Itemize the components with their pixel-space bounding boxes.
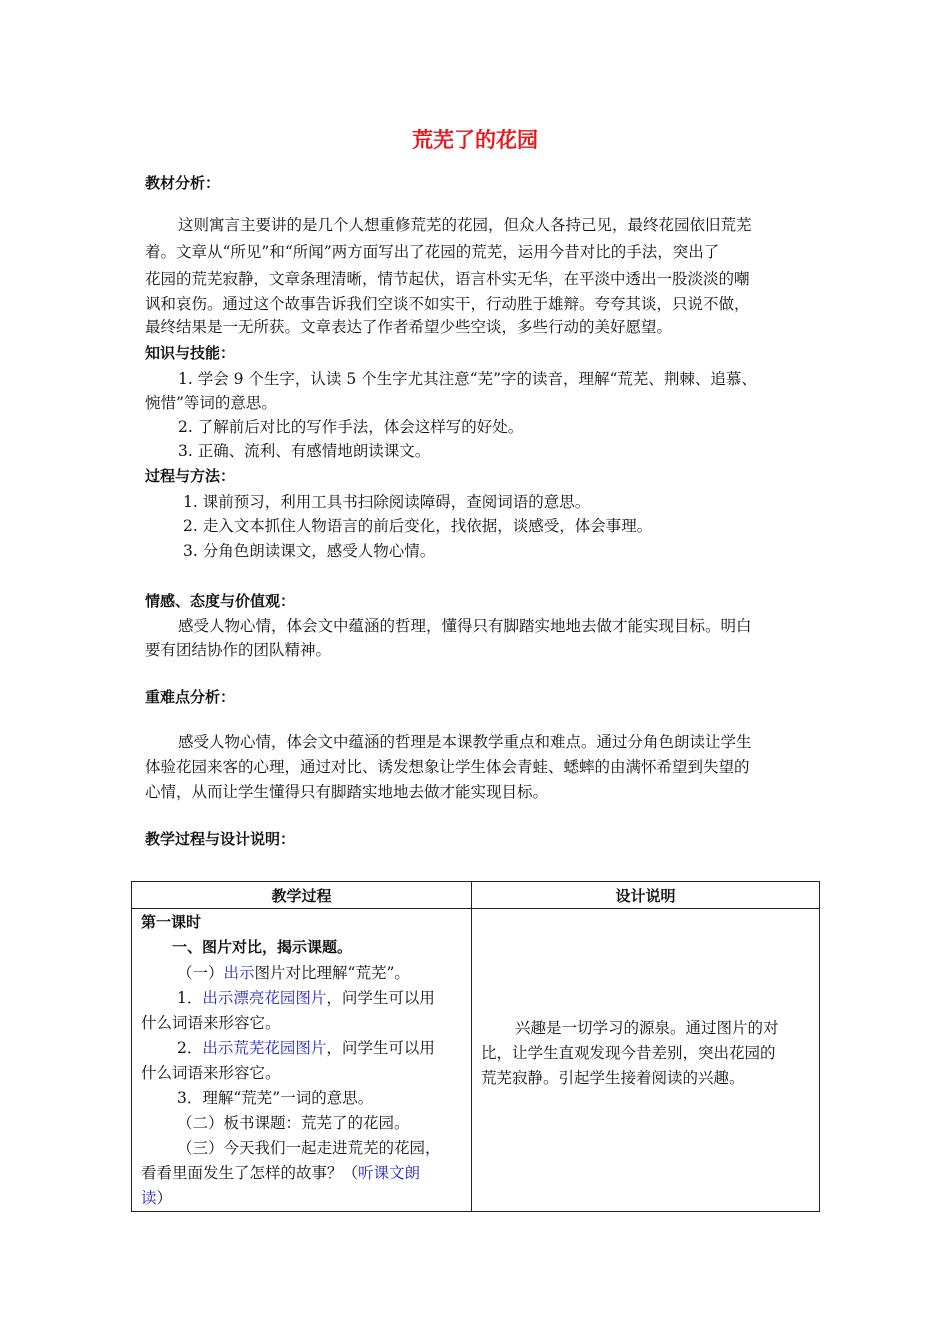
design-line: 比，让学生直观发现今昔差别，突出花园的 [481, 1044, 776, 1062]
emotion-heading: 情感、态度与价值观： [145, 592, 296, 610]
difficulty-heading: 重难点分析： [145, 688, 236, 706]
col-header-process: 教学过程 [132, 882, 472, 909]
step-line-cont: 读） [141, 1189, 173, 1207]
difficulty-line: 体验花园来客的心理，通过对比、诱发想象让学生体会青蛙、蟋蟀的由满怀希望到失望的 [145, 758, 750, 776]
table-row [132, 909, 820, 1212]
knowledge-item: 2. 了解前后对比的写作手法，体会这样写的好处。 [178, 418, 524, 436]
listen-reading-link[interactable]: 听课文朗 [358, 1164, 421, 1182]
table-header-row [132, 882, 820, 909]
knowledge-item: 1. 学会 9 个生字，认读 5 个生字尤其注意“芜”字的读音，理解“荒芜、荆棘、追慕、 [178, 370, 757, 388]
process-item: 2. 走入文本抓住人物语言的前后变化，找依据，谈感受，体会事理。 [183, 517, 653, 535]
step-line: 1．出示漂亮花园图片，问学生可以用 [177, 989, 435, 1007]
emotion-line: 感受人物心情，体会文中蕴涵的哲理，懂得只有脚踏实地地去做才能实现目标。明白 [178, 617, 752, 635]
lesson-label: 第一课时 [141, 913, 202, 931]
step-line: 看看里面发生了怎样的故事？（听课文朗 [141, 1164, 421, 1182]
teaching-plan-table [131, 881, 820, 1212]
difficulty-line: 心情，从而让学生懂得只有脚踏实地地去做才能实现目标。 [145, 783, 549, 801]
analysis-heading: 教材分析： [145, 174, 221, 192]
knowledge-item: 3. 正确、流利、有感情地朗读课文。 [178, 442, 431, 460]
design-line: 荒芜寂静。引起学生接着阅读的兴趣。 [481, 1069, 745, 1087]
design-line: 兴趣是一切学习的源泉。通过图片的对 [515, 1019, 779, 1037]
analysis-line: 着。文章从“所见”和“所闻”两方面写出了花园的荒芜，运用今昔对比的手法，突出了 [145, 243, 720, 261]
process-heading: 过程与方法： [145, 467, 236, 485]
step-line: 3．理解“荒芜”一词的意思。 [177, 1089, 374, 1107]
difficulty-line: 感受人物心情，体会文中蕴涵的哲理是本课教学重点和难点。通过分角色朗读让学生 [178, 733, 752, 751]
deserted-garden-link[interactable]: 出示荒芜花园图片 [202, 1039, 327, 1057]
process-item: 1. 课前预习，利用工具书扫除阅读障碍，查阅词语的意思。 [183, 493, 591, 511]
show-link[interactable]: 出示 [223, 964, 255, 982]
teaching-heading: 教学过程与设计说明： [145, 830, 296, 848]
analysis-line: 讽和哀伤。通过这个故事告诉我们空谈不如实干，行动胜于雄辩。夸夸其谈，只说不做， [145, 295, 750, 313]
analysis-line: 最终结果是一无所获。文章表达了作者希望少些空谈，多些行动的美好愿望。 [145, 318, 673, 336]
step-line-cont: 什么词语来形容它。 [141, 1064, 281, 1082]
step-line: 2．出示荒芜花园图片，问学生可以用 [177, 1039, 435, 1057]
step-heading: 一、图片对比，揭示课题。 [172, 938, 353, 956]
step-line-cont: 什么词语来形容它。 [141, 1014, 281, 1032]
process-item: 3. 分角色朗读课文，感受人物心情。 [183, 542, 436, 560]
col-header-design: 设计说明 [472, 882, 820, 909]
knowledge-heading: 知识与技能： [145, 344, 236, 362]
process-cell [132, 909, 472, 1212]
analysis-line: 花园的荒芜寂静，文章条理清晰，情节起伏，语言朴实无华，在平淡中透出一股淡淡的嘲 [145, 270, 750, 288]
design-cell [472, 909, 820, 1212]
document-title: 荒芜了的花园 [412, 128, 538, 152]
step-line: （二）板书课题：荒芜了的花园。 [177, 1114, 410, 1132]
analysis-line: 这则寓言主要讲的是几个人想重修荒芜的花园，但众人各持己见，最终花园依旧荒芜 [178, 216, 752, 234]
listen-reading-link-cont[interactable]: 读 [141, 1189, 157, 1207]
step-line: （一）出示图片对比理解“荒芜”。 [177, 964, 410, 982]
emotion-line: 要有团结协作的团队精神。 [145, 641, 332, 659]
beautiful-garden-link[interactable]: 出示漂亮花园图片 [202, 989, 327, 1007]
knowledge-item-cont: 惋惜”等词的意思。 [145, 394, 277, 412]
step-line: （三）今天我们一起走进荒芜的花园， [177, 1139, 441, 1157]
